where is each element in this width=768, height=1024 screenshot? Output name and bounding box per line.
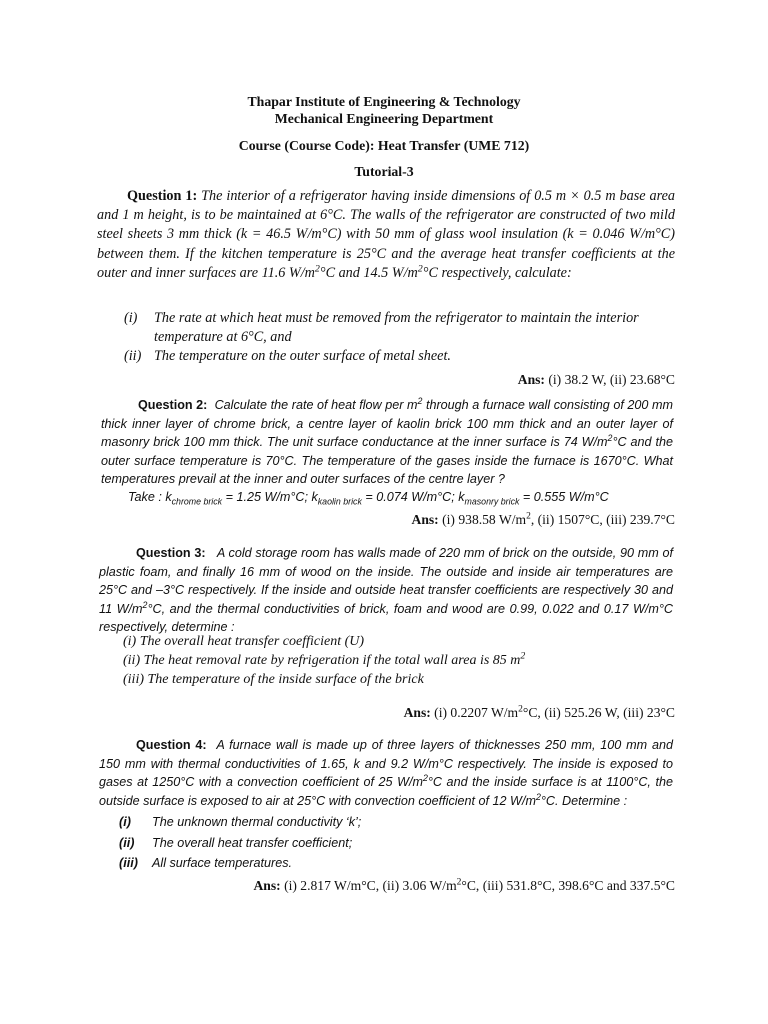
list-item: (i) The rate at which heat must be removed from the refrigerator to maintain the interior temperature at 6°C, and xyxy=(124,310,639,345)
question-1-parts xyxy=(124,309,676,366)
list-item: (ii) The heat removal rate by refrigeration if the total wall area is 85 $m^2$ xyxy=(123,650,526,668)
question-3-label: Question 3: xyxy=(136,546,206,560)
list-item: (ii) The overall heat transfer coefficient; xyxy=(119,835,353,850)
department-name: Mechanical Engineering Department xyxy=(274,111,494,126)
question-2-label: Question 2: xyxy=(138,398,208,412)
list-item: (i) The overall heat transfer coefficient (U) xyxy=(123,634,365,649)
question-4-answer: Ans: (i) 2.817 W/m°C, (ii) 3.06 $W/m^2^\circ C$, (iii) 531.8°C, 398.6°C and 337.5°C xyxy=(253,877,675,893)
course-title: Course (Course Code): Heat Transfer (UME 712) xyxy=(238,138,530,153)
list-item: (iii) The temperature of the inside surface of the brick xyxy=(123,672,424,687)
list-item: (iii) All surface temperatures. xyxy=(119,856,292,870)
list-item: (ii) The temperature on the outer surface of metal sheet. xyxy=(124,348,451,364)
question-3-text: A cold storage room has walls made of 220 mm of brick on the outside, 90 mm of plastic foam, and finally 16 mm of wood on the inside. The outside and inside air temperatures are 25°C and –3°C respectively. If the inside and outside heat transfer coefficients are respectively 30 and 11 $W/m^2^\circ C$, and the thermal conductivities of brick, foam and wood are 0.99, 0.022 and 0.17 W/m°C respectively, determine : xyxy=(99,546,674,635)
institute-name: Thapar Institute of Engineering & Technology xyxy=(247,94,521,109)
question-4 xyxy=(99,736,673,810)
question-4-text: A furnace wall is made up of three layers of thicknesses 250 mm, 100 mm and 150 mm with thermal conductivities of 1.65, k and 9.2 W/m°C respectively. The inside is exposed to gases at 1250°C with a convection coefficient of 25 $W/m^2^\circ C$ and the inside surface is at 1100°C, the outside surface is exposed to air at 25°C with convection coefficient of 12 $W/m^2^\circ C$. Determine : xyxy=(99,738,674,808)
question-2-answer: Ans: (i) 938.58 $W/m^2$, (ii) 1507°C, (iii) 239.7°C xyxy=(411,511,675,527)
question-2 xyxy=(101,396,673,489)
question-1-answer: Ans: (i) 38.2 W, (ii) 23.68°C xyxy=(517,372,675,387)
question-1-label: Question 1: xyxy=(127,188,198,204)
question-4-parts xyxy=(119,812,671,874)
question-2-given-data: Take : $k_{chrome brick} = 1.25$ W/m°C; $k_{kaolin brick} = 0.074$ W/m°C; $k_{masonry brick} = 0.555$ W/m°C xyxy=(128,490,609,507)
question-4-label: Question 4: xyxy=(136,738,207,752)
tutorial-title: Tutorial-3 xyxy=(354,164,414,179)
question-2-text: Calculate the rate of heat flow per $m^2$ through a furnace wall consisting of 200 mm thick inner layer of chrome brick, a centre layer of kaolin brick 100 mm thick and an outer layer of masonry brick 100 mm thick. The unit surface conductance at the inner surface is 74 $W/m^2^\circ C$ and the outer surface temperature is 70°C. The temperature of the gases inside the furnace is 1670°C. What temperatures prevail at the inner and outer surfaces of the centre layer ? xyxy=(101,395,674,487)
question-1 xyxy=(97,187,675,283)
question-3 xyxy=(99,544,673,637)
question-3-parts xyxy=(123,632,675,689)
question-3-answer: Ans: (i) 0.2207 $W/m^2^\circ C$, (ii) 525.26 W, (iii) 23°C xyxy=(403,704,675,720)
question-1-text: The interior of a refrigerator having inside dimensions of 0.5 m × 0.5 m base area and 1 m height, is to be maintained at 6°C. The walls of the refrigerator are constructed of two mild steel sheets 3 mm thick (k = 46.5 W/m°C) with 50 mm of glass wool insulation (k = 0.046 W/m°C) between them. If the kitchen temperature is 25°C and the average heat transfer coefficients at the outer and inner surfaces are 11.6 $W/m^2^\circ C$ and 14.5 $W/m^2^\circ C$ respectively, calculate: xyxy=(97,188,675,281)
list-item: (i) The unknown thermal conductivity ‘k’; xyxy=(119,815,362,829)
